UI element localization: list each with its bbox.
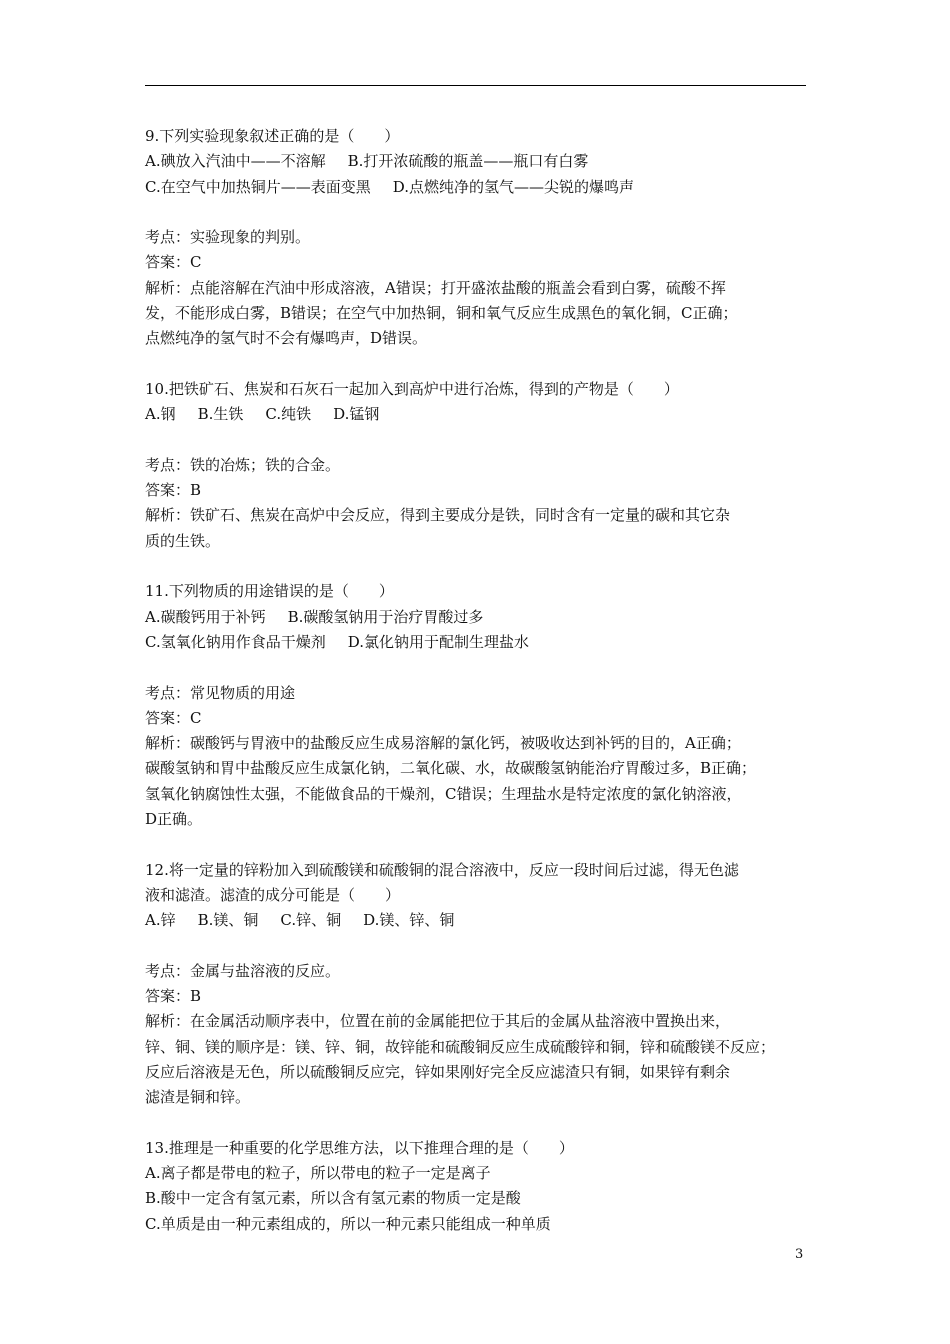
analysis-line: 质的生铁。: [145, 531, 221, 550]
option-b: B.生铁: [197, 405, 244, 424]
options-line: [145, 630, 810, 655]
option-a: A.碘放入汽油中——不溶解: [145, 152, 326, 171]
options-line: [145, 402, 810, 427]
options-line: [145, 149, 810, 174]
analysis-line: 解析：在金属活动顺序表中，位置在前的金属能把位于其后的金属从盐溶液中置换出来，: [145, 1012, 731, 1031]
option-a: A.碳酸钙用于补钙: [145, 607, 266, 626]
option-b: B.打开浓硫酸的瓶盖——瓶口有白雾: [347, 152, 589, 171]
question-stem: 10.把铁矿石、焦炭和石灰石一起加入到高炉中进行冶炼，得到的产物是（ ）: [145, 379, 679, 398]
answer: 答案：C: [145, 708, 202, 727]
analysis-line: 点燃纯净的氢气时不会有爆鸣声，D错误。: [145, 329, 428, 348]
analysis-line: 解析：点能溶解在汽油中形成溶液，A错误；打开盛浓盐酸的瓶盖会看到白雾，硫酸不挥: [145, 278, 726, 297]
option-b: B.酸中一定含有氢元素，所以含有氢元素的物质一定是酸: [145, 1189, 521, 1208]
knowledge-point: 考点：金属与盐溶液的反应。: [145, 961, 341, 980]
analysis-line: 解析：铁矿石、焦炭在高炉中会反应，得到主要成分是铁，同时含有一定量的碳和其它杂: [145, 506, 731, 525]
option-c: C.锌、铜: [280, 911, 342, 930]
option-d: D.氯化钠用于配制生理盐水: [347, 632, 529, 651]
question-stem: 13.推理是一种重要的化学思维方法，以下推理合理的是（ ）: [145, 1138, 574, 1157]
question-stem: 12.将一定量的锌粉加入到硫酸镁和硫酸铜的混合溶液中，反应一段时间后过滤，得无色滤: [145, 860, 739, 879]
option-c: C.在空气中加热铜片——表面变黑: [145, 177, 371, 196]
option-d: D.点燃纯净的氢气——尖锐的爆鸣声: [392, 177, 634, 196]
question-13: [145, 1136, 810, 1237]
analysis-line: 氢氧化钠腐蚀性太强，不能做食品的干燥剂，C错误；生理盐水是特定浓度的氯化钠溶液，: [145, 784, 742, 803]
option-c: C.氢氧化钠用作食品干燥剂: [145, 632, 326, 651]
question-stem: 9.下列实验现象叙述正确的是（ ）: [145, 127, 400, 145]
options-line: [145, 175, 810, 200]
question-12: [145, 858, 810, 1111]
page-number: 3: [795, 1247, 804, 1262]
content: [145, 124, 810, 1237]
option-c: C.纯铁: [265, 405, 312, 424]
answer: 答案：C: [145, 253, 202, 272]
knowledge-point: 考点：实验现象的判别。: [145, 228, 311, 247]
option-b: B.碳酸氢钠用于治疗胃酸过多: [287, 607, 484, 626]
question-11: [145, 579, 810, 832]
analysis-line: 解析：碳酸钙与胃液中的盐酸反应生成易溶解的氯化钙，被吸收达到补钙的目的，A正确；: [145, 734, 741, 753]
option-a: A.离子都是带电的粒子，所以带电的粒子一定是离子: [145, 1164, 491, 1183]
analysis-line: 滤渣是铜和锌。: [145, 1088, 251, 1107]
options-line: [145, 908, 810, 933]
analysis-line: 锌、铜、镁的顺序是：镁、锌、铜，故锌能和硫酸铜反应生成硫酸锌和铜，锌和硫酸镁不反应；: [145, 1037, 776, 1056]
analysis-line: D正确。: [145, 810, 203, 829]
answer: 答案：B: [145, 481, 202, 500]
option-b: B.镁、铜: [197, 911, 259, 930]
answer: 答案：B: [145, 987, 202, 1006]
question-stem: 液和滤渣。滤渣的成分可能是（ ）: [145, 885, 401, 904]
analysis-line: 反应后溶液是无色，所以硫酸铜反应完，锌如果刚好完全反应滤渣只有铜，如果锌有剩余: [145, 1062, 731, 1081]
option-a: A.钢: [145, 405, 176, 424]
question-10: [145, 377, 810, 554]
knowledge-point: 考点：铁的冶炼；铁的合金。: [145, 455, 341, 474]
analysis-line: 碳酸氢钠和胃中盐酸反应生成氯化钠，二氧化碳、水，故碳酸氢钠能治疗胃酸过多，B正确；: [145, 759, 757, 778]
option-a: A.锌: [145, 911, 176, 930]
question-9: [145, 124, 810, 352]
header-rule: [145, 85, 806, 86]
option-d: D.镁、锌、铜: [363, 911, 455, 930]
option-d: D.锰钢: [333, 405, 380, 424]
knowledge-point: 考点：常见物质的用途: [145, 683, 296, 702]
analysis-line: 发，不能形成白雾，B错误；在空气中加热铜，铜和氧气反应生成黑色的氧化铜，C正确；: [145, 304, 738, 323]
option-c: C.单质是由一种元素组成的，所以一种元素只能组成一种单质: [145, 1214, 551, 1233]
question-stem: 11.下列物质的用途错误的是（ ）: [145, 582, 394, 601]
options-line: [145, 605, 810, 630]
